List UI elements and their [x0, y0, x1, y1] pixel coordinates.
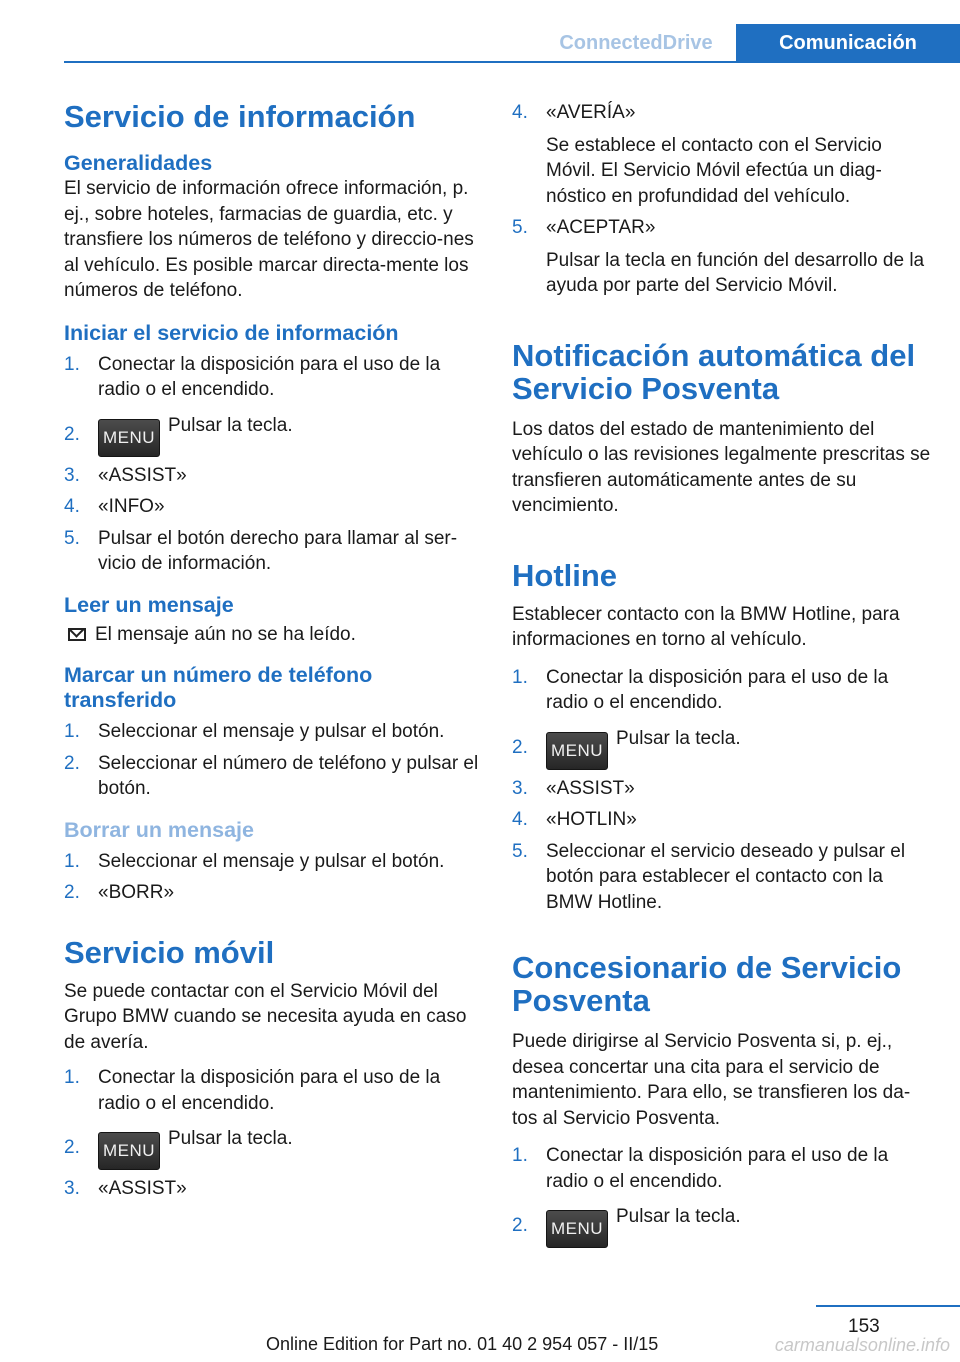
list-item: 2. MENUPulsar la tecla.	[512, 726, 932, 770]
section-title-notificacion: Notificación automática del Servicio Posventa	[512, 337, 916, 406]
list-hotline	[512, 665, 932, 916]
text-leer-mensaje: El mensaje aún no se ha leído.	[64, 622, 482, 648]
heading-borrar-mensaje: Borrar un mensaje	[64, 817, 254, 842]
heading-marcar-numero: Marcar un número de teléfono transferido	[64, 663, 373, 712]
menu-button-icon: MENU	[546, 1210, 608, 1248]
list-item: 4. «AVERÍA» Se establece el contacto con el Servicio Móvil. El Servicio Móvil efectúa un diag‐nóstico en profundidad del vehículo.	[512, 102, 882, 207]
page-header	[0, 24, 960, 62]
list-borrar-mensaje	[64, 849, 482, 906]
list-item: 3. «ASSIST»	[64, 464, 187, 486]
list-item: 2. «BORR»	[64, 882, 175, 903]
text-notificacion: Los datos del estado de mantenimiento del vehículo o las revisiones legalmente prescritas se transfieren automáticamente antes de su vencimiento.	[512, 418, 931, 516]
menu-button-icon: MENU	[98, 1132, 160, 1170]
left-column	[64, 100, 482, 1208]
heading-iniciar-servicio: Iniciar el servicio de información	[64, 320, 399, 345]
list-iniciar-servicio	[64, 352, 482, 577]
list-item: 4. «HOTLIN»	[512, 809, 637, 830]
list-item: 1. Conectar la disposición para el uso de la radio o el encendido.	[64, 1067, 441, 1114]
list-item: 5. Pulsar el botón derecho para llamar al ser‐vicio de información.	[64, 527, 458, 574]
header-rule	[64, 61, 960, 63]
list-servicio-movil-cont	[512, 100, 932, 299]
footer-rule	[816, 1305, 960, 1307]
menu-button-icon: MENU	[546, 732, 608, 770]
list-item: 5. «ACEPTAR» Pulsar la tecla en función del desarrollo de la ayuda por parte del Servicio Móvil.	[512, 217, 925, 296]
list-item: 1. Conectar la disposición para el uso de la radio o el encendido.	[512, 1145, 889, 1192]
header-tab-comunicacion: Comunicación	[736, 24, 960, 62]
menu-button-icon: MENU	[98, 419, 160, 457]
heading-generalidades: Generalidades	[64, 151, 213, 175]
watermark: carmanualsonline.info	[774, 1335, 950, 1355]
list-item: 1. Seleccionar el mensaje y pulsar el botón.	[64, 850, 445, 872]
list-item: 1. Conectar la disposición para el uso de la radio o el encendido.	[512, 666, 889, 713]
section-title-servicio-informacion: Servicio de información	[64, 99, 416, 134]
list-item: 1. Seleccionar el mensaje y pulsar el botón.	[64, 721, 445, 742]
list-item: 2. MENUPulsar la tecla.	[64, 413, 482, 457]
heading-leer-mensaje: Leer un mensaje	[64, 592, 234, 617]
text-hotline: Establecer contacto con la BMW Hotline, para informaciones en torno al vehículo.	[512, 603, 900, 650]
list-item: 2. MENUPulsar la tecla.	[512, 1204, 932, 1248]
edition-text: Online Edition for Part no. 01 40 2 954 057 - II/15	[266, 1334, 659, 1354]
envelope-icon	[68, 628, 86, 641]
text-generalidades: El servicio de información ofrece información, p. ej., sobre hoteles, farmacias de guardia, etc. y transfiere los números de teléfono y direccio‐nes al vehículo. Es posible marcar directa‐mente los números de teléfono.	[64, 178, 474, 301]
section-title-hotline: Hotline	[512, 557, 618, 593]
list-item: 3. «ASSIST»	[64, 1178, 187, 1199]
list-item: 3. «ASSIST»	[512, 777, 635, 799]
text-concesionario: Puede dirigirse al Servicio Posventa si, p. ej., desea concertar una cita para el servicio de mantenimiento. Para ello, se transfieren los da‐tos al Servicio Posventa.	[512, 1031, 911, 1129]
list-item: 5. Seleccionar el servicio deseado y pulsar el botón para establecer el contacto con la BMW Hotline.	[512, 840, 906, 913]
list-marcar-numero	[64, 719, 482, 802]
list-item: 2. MENUPulsar la tecla.	[64, 1126, 482, 1170]
page-number: 153	[848, 1316, 880, 1337]
right-column	[512, 100, 932, 1254]
list-item: 4. «INFO»	[64, 496, 165, 517]
list-item: 1. Conectar la disposición para el uso de la radio o el encendido.	[64, 353, 441, 400]
text-servicio-movil: Se puede contactar con el Servicio Móvil del Grupo BMW cuando se necesita ayuda en caso de avería.	[64, 980, 467, 1053]
section-title-servicio-movil: Servicio móvil	[64, 934, 275, 970]
list-servicio-movil	[64, 1065, 482, 1202]
list-item: 2. Seleccionar el número de teléfono y pulsar el botón.	[64, 752, 479, 799]
header-tab-connecteddrive: ConnectedDrive	[559, 32, 713, 54]
section-title-concesionario: Concesionario de Servicio Posventa	[512, 950, 902, 1018]
list-concesionario	[512, 1143, 932, 1248]
